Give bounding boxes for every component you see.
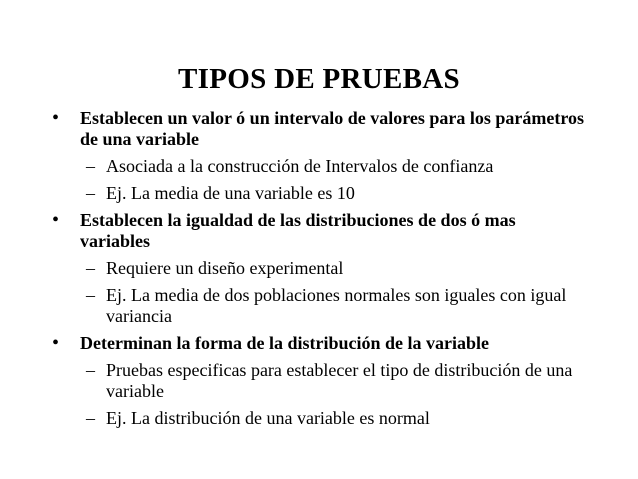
bullet-text: Determinan la forma de la distribución de la variable xyxy=(80,333,489,353)
sub-bullet-marker: – xyxy=(86,408,95,428)
sub-bullet-item xyxy=(0,258,638,279)
sub-bullet-marker: – xyxy=(86,360,95,380)
sub-bullet-item xyxy=(0,360,638,402)
sub-bullet-marker: – xyxy=(86,156,95,176)
bullet-item xyxy=(0,210,638,252)
sub-bullet-marker: – xyxy=(86,285,95,305)
sub-bullet-text: Ej. La distribución de una variable es normal xyxy=(106,408,430,428)
sub-bullet-item xyxy=(0,285,638,327)
bullet-list xyxy=(0,108,638,429)
bullet-marker: • xyxy=(52,107,60,129)
sub-bullet-text: Asociada a la construcción de Intervalos de confianza xyxy=(106,156,494,176)
sub-bullet-text: Ej. La media de una variable es 10 xyxy=(106,183,355,203)
sub-bullet-item xyxy=(0,183,638,204)
sub-bullet-text: Ej. La media de dos poblaciones normales son iguales con igual variancia xyxy=(106,285,567,326)
bullet-marker: • xyxy=(52,332,60,354)
sub-bullet-item xyxy=(0,156,638,177)
bullet-item xyxy=(0,108,638,150)
bullet-marker: • xyxy=(52,209,60,231)
sub-bullet-text: Pruebas especificas para establecer el tipo de distribución de una variable xyxy=(106,360,573,401)
bullet-text: Establecen un valor ó un intervalo de valores para los parámetros de una variable xyxy=(80,108,584,149)
bullet-item xyxy=(0,333,638,354)
slide-title: TIPOS DE PRUEBAS xyxy=(178,63,460,95)
sub-bullet-marker: – xyxy=(86,258,95,278)
sub-bullet-item xyxy=(0,408,638,429)
sub-bullet-marker: – xyxy=(86,183,95,203)
bullet-text: Establecen la igualdad de las distribuciones de dos ó mas variables xyxy=(80,210,516,251)
sub-bullet-text: Requiere un diseño experimental xyxy=(106,258,344,278)
